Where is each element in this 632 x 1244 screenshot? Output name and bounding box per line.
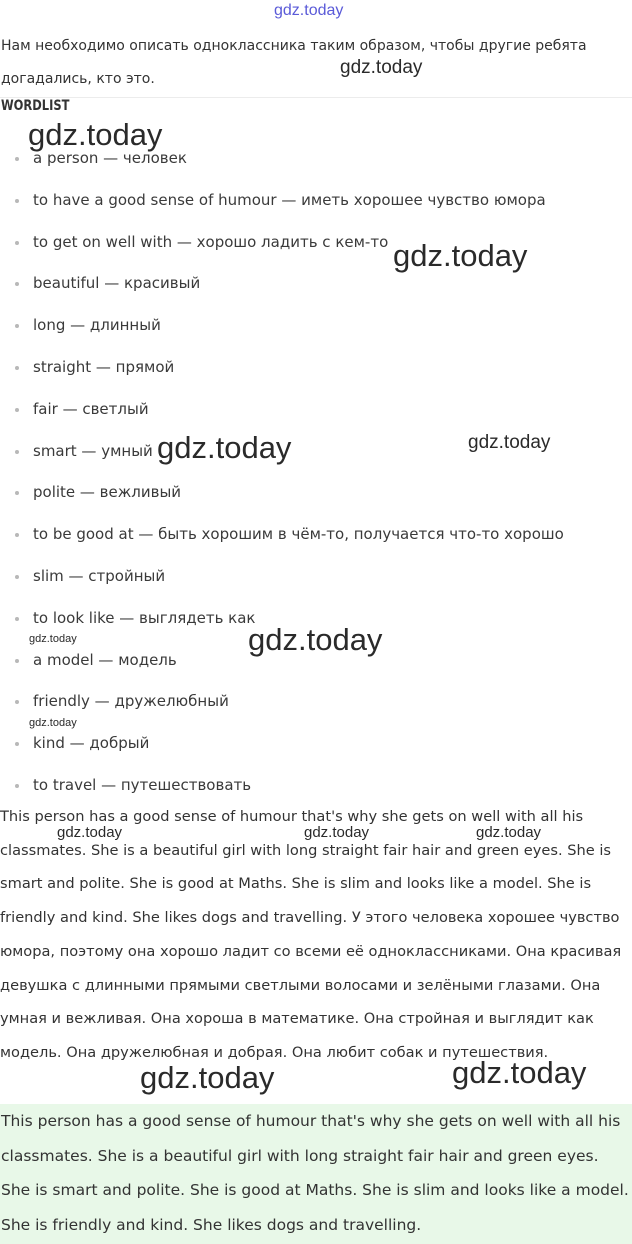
divider [0,97,632,98]
wordlist-item: to have a good sense of humour — иметь хорошее чувство юмора [0,180,564,222]
answer-box [0,1104,632,1244]
bullet-icon [15,533,19,537]
wordlist-item: a model — модель [0,640,564,682]
bullet-icon [15,366,19,370]
watermark: gdz.today [157,430,292,465]
watermark: gdz.today [57,824,123,841]
watermark: gdz.today [340,57,423,78]
watermark: gdz.today [248,622,383,657]
example-paragraph: This person has a good sense of humour that's why she gets on well with all his classmates. She is a beautiful girl with long straight fair hair and green eyes. She is smart and polite. She is good at Maths. She is slim and looks like a model. She is friendly and kind. She likes dogs and travelling. У этого человека хорошее чувство юмора, поэтому она хорошо ладит со всеми её одноклассниками. Она красивая девушка с длинными прямыми светлыми волосами и зелёными глазами. Она умная и вежливая. Она хороша в математике. Она стройная и выглядит как модель. Она дружелюбная и добрая. Она любит собак и путешествия. [0,808,622,1061]
wordlist-item: friendly — дружелюбный [0,681,564,723]
wordlist-item: a person — человек [0,138,564,180]
bullet-icon [15,408,19,412]
wordlist-item: straight — прямой [0,347,564,389]
bullet-icon [15,617,19,621]
watermark: gdz.today [140,1060,275,1095]
top-watermark: gdz.today [274,2,344,19]
wordlist-item: to get on well with — хорошо ладить с кем-то [0,222,564,264]
answer-text: This person has a good sense of humour that's why she gets on well with all his classmates. She is a beautiful girl with long straight fair hair and green eyes. She is smart and polite. She is good at Maths. She is slim and looks like a model. She is friendly and kind. She likes dogs and travelling. [1,1112,629,1234]
wordlist-heading: WORDLIST [1,98,70,114]
wordlist-item: smart — умный [0,431,564,473]
wordlist-item: to travel — путешествовать [0,765,564,807]
watermark: gdz.today [452,1055,587,1090]
intro-text: Нам необходимо описать одноклассника таким образом, чтобы другие ребята догадались, кто это. [1,38,587,87]
bullet-icon [15,241,19,245]
bullet-icon [15,491,19,495]
watermark: gdz.today [304,824,370,841]
watermark: gdz.today [476,824,542,841]
wordlist-item: slim — стройный [0,556,564,598]
bullet-icon [15,700,19,704]
bullet-icon [15,324,19,328]
wordlist-item: kind — добрый [0,723,564,765]
bullet-icon [15,157,19,161]
wordlist-item: long — длинный [0,305,564,347]
bullet-icon [15,450,19,454]
bullet-icon [15,575,19,579]
bullet-icon [15,199,19,203]
wordlist-item: to look like — выглядеть как [0,598,564,640]
watermark: gdz.today [468,432,551,453]
wordlist-item: polite — вежливый [0,472,564,514]
watermark: gdz.today [393,238,528,273]
watermark: gdz.today [29,633,77,645]
bullet-icon [15,742,19,746]
wordlist-item: fair — светлый [0,389,564,431]
watermark: gdz.today [28,117,163,152]
bullet-icon [15,659,19,663]
bullet-icon [15,784,19,788]
bullet-icon [15,282,19,286]
wordlist-item: beautiful — красивый [0,263,564,305]
wordlist-item: to be good at — быть хорошим в чём-то, получается что-то хорошо [0,514,564,556]
watermark: gdz.today [29,717,77,729]
